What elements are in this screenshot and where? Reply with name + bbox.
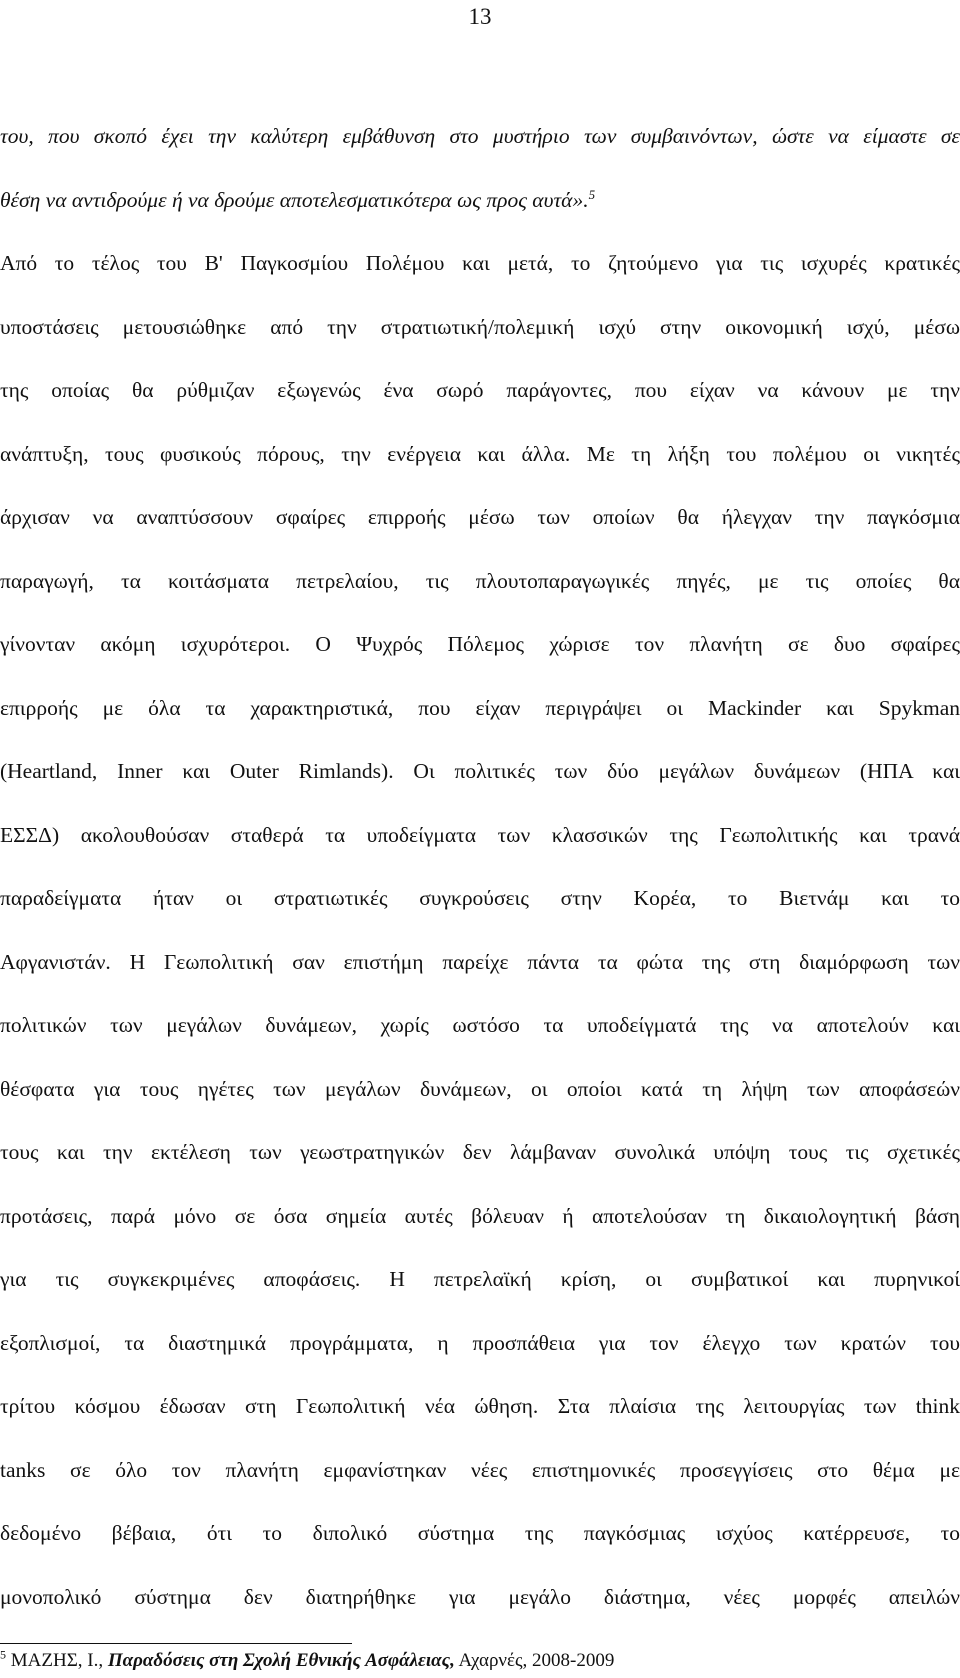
paragraph-line: παραγωγή, τα κοιτάσματα πετρελαίου, τις πλουτοπαραγωγικές πηγές, με τις οποίες θα [0, 568, 960, 593]
paragraph-line: για τις συγκεκριμένες αποφάσεις. Η πετρελαϊκή κρίση, οι συμβατικοί και πυρηνικοί [0, 1267, 960, 1291]
paragraph-line: tanks σε όλο τον πλανήτη εμφανίστηκαν νέες επιστημονικές προσεγγίσεις στο θέμα με [0, 1457, 960, 1482]
footnote-reference: 5 [588, 186, 596, 202]
footnote-number: 5 [0, 1647, 6, 1662]
paragraph-line: πολιτικών των μεγάλων δυνάμεων, χωρίς ωστόσο τα υποδείγματά της να αποτελούν και [0, 1013, 960, 1037]
paragraph-line: τους και την εκτέλεση των γεωστρατηγικών δεν λάμβαναν συνολικά υπόψη τους τις σχετικές [0, 1140, 960, 1164]
footnote-divider [0, 1643, 352, 1644]
footnote-title: Παραδόσεις στη Σχολή Εθνικής Ασφάλειας, [107, 1650, 455, 1671]
footnote-author: ΜΑΖΗΣ, Ι., [10, 1650, 108, 1671]
paragraph-line: ΕΣΣΔ) ακολουθούσαν σταθερά τα υποδείγματα των κλασσικών της Γεωπολιτικής και τρανά [0, 822, 960, 847]
quote-line: του, που σκοπό έχει την καλύτερη εμβάθυνση στο μυστήριο των συμβαινόντων, ώστε να είμαστε σε [0, 124, 960, 148]
body-text [0, 105, 960, 1629]
footnote [0, 1648, 960, 1674]
paragraph-line: τρίτου κόσμου έδωσαν στη Γεωπολιτική νέα ώθηση. Στα πλαίσια της λειτουργίας των think [0, 1394, 960, 1418]
page-number: 13 [468, 4, 492, 29]
paragraph-line: παραδείγματα ήταν οι στρατιωτικές συγκρούσεις στην Κορέα, το Βιετνάμ και το [0, 886, 960, 910]
paragraph-line: επιρροής με όλα τα χαρακτηριστικά, που είχαν περιγράψει οι Mackinder και Spykman [0, 695, 960, 720]
quote-line [0, 169, 960, 233]
paragraph-line: (Heartland, Inner και Outer Rimlands). Οι πολιτικές των δύο μεγάλων δυνάμεων (ΗΠΑ και [0, 759, 960, 783]
paragraph-line: γίνονταν ακόμη ισχυρότεροι. Ο Ψυχρός Πόλεμος χώρισε τον πλανήτη σε δυο σφαίρες [0, 632, 960, 656]
paragraph-line: δεδομένο βέβαια, ότι το διπολικό σύστημα της παγκόσμιας ισχύος κατέρρευσε, το [0, 1521, 960, 1545]
paragraph-line: μονοπολικό σύστημα δεν διατηρήθηκε για μεγάλο διάστημα, νέες μορφές απειλών [0, 1584, 960, 1609]
quote-line-text: θέση να αντιδρούμε ή να δρούμε αποτελεσματικότερα ως προς αυτά». [0, 187, 589, 212]
paragraph-line: εξοπλισμοί, τα διαστημικά προγράμματα, η προσπάθεια για τον έλεγχο των κρατών του [0, 1330, 960, 1355]
paragraph-line: ανάπτυξη, τους φυσικούς πόρους, την ενέργεια και άλλα. Με τη λήξη του πολέμου οι νικητές [0, 441, 960, 466]
paragraph-line: θέσφατα για τους ηγέτες των μεγάλων δυνάμεων, οι οποίοι κατά τη λήψη των αποφάσεών [0, 1076, 960, 1101]
paragraph-line: της οποίας θα ρύθμιζαν εξωγενώς ένα σωρό παράγοντες, που είχαν να κάνουν με την [0, 378, 960, 402]
paragraph-line: υποστάσεις μετουσιώθηκε από την στρατιωτική/πολεμική ισχύ στην οικονομική ισχύ, μέσω [0, 314, 960, 339]
paragraph-line: Από το τέλος του Β' Παγκοσμίου Πολέμου και μετά, το ζητούμενο για τις ισχυρές κρατικές [0, 251, 960, 275]
paragraph-line: Αφγανιστάν. Η Γεωπολιτική σαν επιστήμη παρείχε πάντα τα φώτα της στη διαμόρφωση των [0, 949, 960, 974]
footnote-publication: Αχαρνές, 2008-2009 [454, 1650, 615, 1671]
paragraph-line: προτάσεις, παρά μόνο σε όσα σημεία αυτές βόλευαν ή αποτελούσαν τη δικαιολογητική βάση [0, 1203, 960, 1228]
paragraph-line: άρχισαν να αναπτύσσουν σφαίρες επιρροής μέσω των οποίων θα ήλεγχαν την παγκόσμια [0, 505, 960, 529]
